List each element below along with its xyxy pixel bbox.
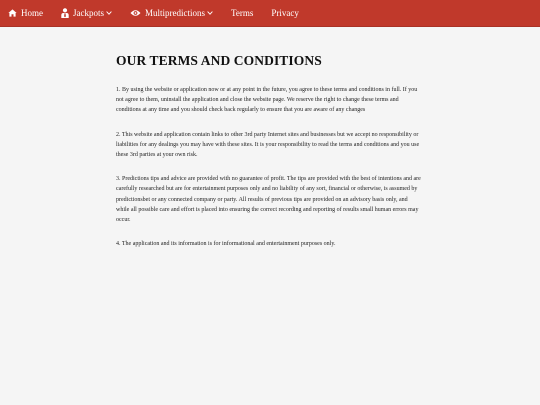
page-title: OUR TERMS AND CONDITIONS [116, 53, 322, 68]
nav-privacy[interactable] [271, 9, 299, 18]
nav-multipredictions-label: Multipredictions [145, 7, 205, 18]
terms-content [116, 53, 421, 263]
terms-paragraph-1: 1. By using the website or application now or at any point in the future, you agree to these terms and conditions in full. If you not agree to them, uninstall the application and close the website page. We reserve the right to change these terms and conditions at any time and you should check back regularly to ensure that you are aware of any changes [116, 87, 418, 114]
nav-home-label: Home [21, 7, 43, 18]
terms-paragraph-2: 2. This website and application contain links to other 3rd party Internet sites and businesses but we accept no responsibility or liabilities for any dealings you may have with these sites. It is your responsibility to read the terms and conditions and you use these 3rd parties at your own risk. [116, 131, 420, 159]
nav-privacy-label: Privacy [271, 7, 299, 18]
nav-terms-label: Terms [231, 7, 254, 18]
nav-multipredictions[interactable] [130, 9, 213, 18]
eye-icon [130, 9, 141, 17]
nav-jackpots-label: Jackpots [73, 7, 104, 18]
nav-jackpots[interactable] [61, 8, 112, 18]
nav-terms[interactable] [231, 9, 253, 18]
terms-paragraph-3: 3. Predictions tips and advice are provided with no guarantee of profit. The tips are provided with the best of intentions and are carefully researched but are for entertainment purposes only and no liability of any sort, financial or otherwise, is assumed by predictionsbet or any connected company or party. All results of previous tips are provided on an advisory basis only, and while all possible care and effort is placed into ensuring the correct recording and reporting of results small human errors may occur. [116, 176, 421, 224]
chevron-down-icon [207, 11, 213, 15]
chevron-down-icon [106, 11, 112, 15]
home-icon [8, 9, 17, 17]
top-navbar [0, 0, 540, 27]
user-tie-icon [61, 8, 69, 18]
nav-home[interactable] [8, 9, 43, 18]
terms-paragraph-4: 4. The application and its information is for informational and entertainment purposes only. [116, 241, 336, 248]
